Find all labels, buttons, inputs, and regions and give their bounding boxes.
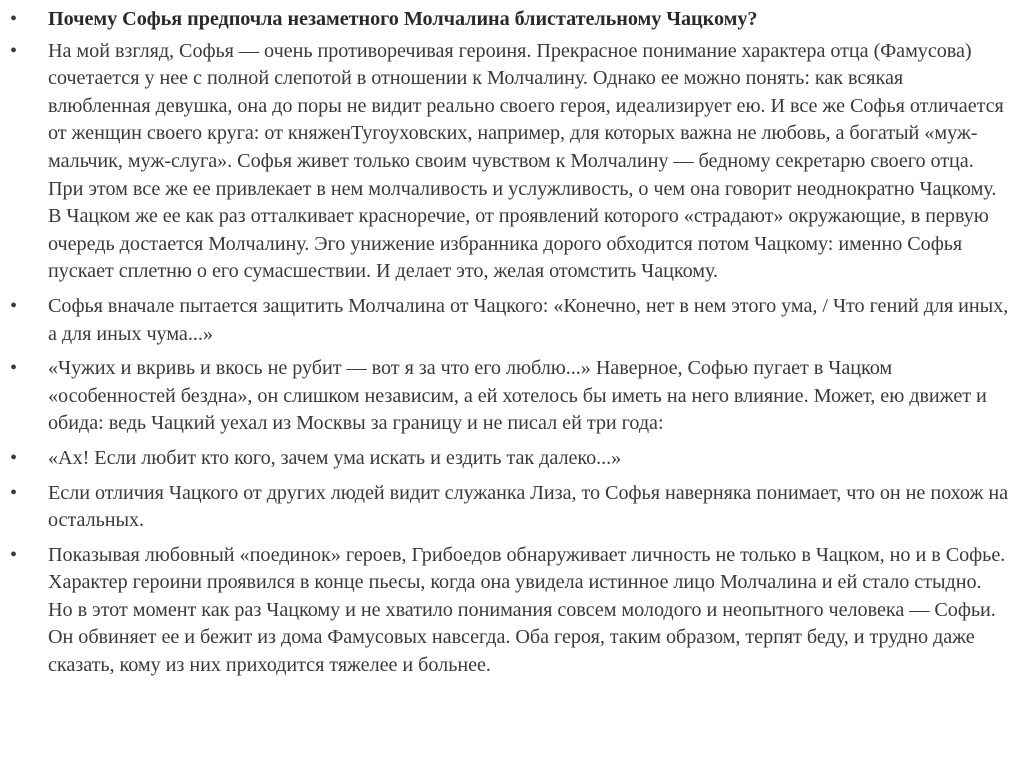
bullet-item [8, 480, 1010, 535]
bullet-item [8, 542, 1010, 680]
bullet-icon: • [10, 39, 18, 62]
bullet-item [8, 38, 1010, 286]
quote-text: «Ах! Если любит кто кого, зачем ума искать и ездить так далеко...» [48, 446, 622, 469]
bullet-icon: • [10, 294, 18, 317]
question-heading: Почему Софья предпочла незаметного Молчалина блистательному Чацкому? [48, 8, 758, 30]
bullet-icon: • [10, 8, 18, 30]
bullet-icon: • [10, 543, 18, 566]
bullet-item-title [8, 6, 1010, 34]
bullet-icon: • [10, 357, 18, 380]
bullet-item [8, 355, 1010, 438]
bullet-list [8, 6, 1010, 680]
bullet-item [8, 445, 1010, 473]
bullet-icon: • [10, 446, 18, 469]
bullet-icon: • [10, 481, 18, 504]
paragraph-text: Показывая любовный «поединок» героев, Грибоедов обнаруживает личность не только в Чацком, но и в Софье. Характер героини проявился в конце пьесы, когда она увидела истинное лицо Молчалина и ей стало стыдно. Но в этот момент как раз Чацкому и не хватило понимания совсем молодого и неопытного человека — Софьи. Он обвиняет ее и бежит из дома Фамусовых навсегда. Оба героя, таким образом, терпят беду, и трудно даже сказать, кому из них приходится тяжелее и больнее. [48, 543, 1006, 677]
bullet-item [8, 293, 1010, 348]
paragraph-text: Если отличия Чацкого от других людей видит служанка Лиза, то Софья наверняка понимает, что он не похож на остальных. [48, 481, 1009, 532]
paragraph-text: «Чужих и вкривь и вкось не рубит — вот я за что его люблю...» Наверное, Софью пугает в Чацком «особенностей бездна», он слишком независим, а ей хотелось бы иметь на него влияние. Может, ею движет и обида: ведь Чацкий уехал из Москвы за границу и не писал ей три года: [48, 357, 987, 435]
paragraph-text: На мой взгляд, Софья — очень противоречивая героиня. Прекрасное понимание характера отца (Фамусова) сочетается у нее с полной слепотой в отношении к Молчалину. Однако ее можно понять: как всякая влюбленная девушка, она до поры не видит реально своего героя, идеализирует ею. И все же Софья отличается от женщин своего круга: от княженТугоуховских, например, для которых важна не любовь, а богатый «муж-мальчик, муж-слуга». Софья живет только своим чувством к Молчалину — бедному секретарю своего отца. При этом все же ее привлекает в нем молчаливость и услужливость, о чем она говорит неоднократно Чацкому. В Чацком же ее как раз отталкивает красноречие, от проявлений которого «страдают» окружающие, в первую очередь достается Молчалину. Эго унижение избранника дорого обходится потом Чацкому: именно Софья пускает сплетню о его сумасшествии. И делает это, желая отомстить Чацкому. [48, 39, 1004, 283]
paragraph-text: Софья вначале пытается защитить Молчалина от Чацкого: «Конечно, нет в нем этого ума, / Что гений для иных, а для иных чума...» [48, 294, 1009, 345]
